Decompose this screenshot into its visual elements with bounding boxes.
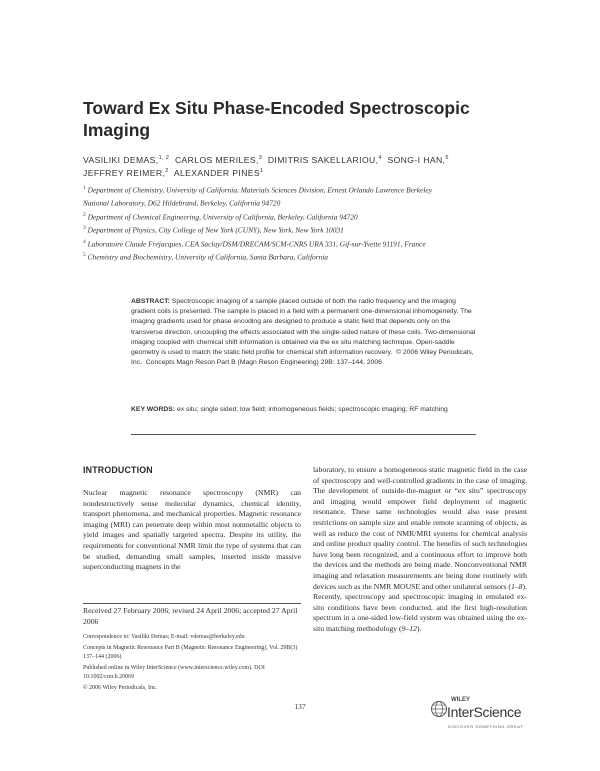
intro-text: ). bbox=[416, 623, 422, 633]
author-name: SONG-I HAN, bbox=[387, 154, 446, 165]
author-name: DIMITRIS SAKELLARIOU, bbox=[267, 154, 379, 165]
affiliation-item bbox=[83, 223, 528, 236]
logo-tagline: DISCOVER SOMETHING GREAT bbox=[448, 724, 524, 729]
affiliation-number: 4 bbox=[83, 238, 86, 245]
affiliation-number: 2 bbox=[83, 211, 86, 218]
intro-left-column: Nuclear magnetic resonance spectroscopy (NMR) can nondestructively sense molecular dynamics, chemical identity, transport phenomena, and mechanical properties. Magnetic resonance imaging (MRI) can penetrate deep within most nonmetallic objects to yield images and spatially targeted spectra. Despite its utility, the requirements for conventional NMR limit the type of systems that can be studied, demanding small samples, inserted inside massive superconducting magnets in the bbox=[83, 488, 301, 572]
affiliation-item bbox=[83, 210, 528, 223]
author-affil-ref: 4 bbox=[378, 155, 382, 161]
page-number: 137 bbox=[294, 702, 306, 711]
author-affil-ref: 1 bbox=[260, 168, 264, 175]
affiliation-text: Department of Chemical Engineering, University of California, Berkeley, California 94720 bbox=[87, 212, 358, 222]
author-name: JEFFREY REIMER, bbox=[83, 168, 166, 179]
interscience-logo bbox=[430, 697, 530, 741]
keywords-text: ex situ; single sided; low field; inhomogeneous fields; spectroscopic imaging; RF matching bbox=[176, 406, 448, 413]
article-title: Toward Ex Situ Phase-Encoded Spectroscopic Imaging bbox=[83, 98, 470, 140]
author-line-2 bbox=[83, 166, 523, 179]
affiliation-text: Department of Physics, City College of New York (CUNY), New York, New York 10031 bbox=[87, 225, 344, 235]
author-name: ALEXANDER PINES bbox=[173, 168, 261, 179]
author-name: CARLOS MERILES, bbox=[174, 154, 259, 165]
author-affil-ref: 2 bbox=[165, 168, 169, 175]
abstract-copyright: © 2006 Wiley Periodicals, Inc. bbox=[131, 349, 474, 367]
abstract-text: Spectroscopic imaging of a sample placed outside of both the radio frequency and the imaging gradient coils is presented. The sample is placed in a field with a permanent one-dimensional inhomogeneity. The imaging gradients used for phase encoding are designed to produce a static field that depends only on the transverse direction, uncoupling the effects associated with the single-sided nature of these coils. Two-dimensional imaging coupled with chemical shift information is obtained via the ex situ matching technique. Open-saddle geometry is used to match the static field profile for chemical shift information recovery. bbox=[131, 298, 476, 357]
logo-wiley-text: WILEY bbox=[451, 697, 470, 703]
section-heading: INTRODUCTION bbox=[83, 465, 153, 475]
affiliation-number: 3 bbox=[83, 225, 86, 232]
abstract-citation: Concepts Magn Reson Part B (Magn Reson Engineering) 29B: 137–144, 2006 bbox=[145, 359, 382, 367]
keywords bbox=[131, 405, 476, 415]
correspondence-note: Correspondence to: Vasiliki Demas; E-mail: vdemas@berkeley.edu bbox=[83, 634, 245, 640]
affiliation-text: National Laboratory, D62 Hildebrand, Berkeley, California 94720 bbox=[83, 198, 281, 208]
affiliation-text: Chemistry and Biochemistry, University of California, Santa Barbara, California bbox=[87, 252, 329, 262]
affiliation-text: Laboratoire Claude Fréjacques, CEA Saclay/DSM/DRECAM/SCM-CNRS URA 331, Gif-sur-Yvette 91191, France bbox=[87, 238, 426, 248]
author-affil-ref: 1, 2 bbox=[158, 155, 170, 161]
affiliation-item bbox=[83, 183, 528, 196]
author-affil-ref: 5 bbox=[445, 155, 449, 161]
logo-name-text: InterScience bbox=[447, 704, 522, 720]
citation-ref: 9–12 bbox=[401, 623, 417, 633]
abstract bbox=[131, 297, 476, 368]
wiley-globe-icon bbox=[430, 700, 448, 718]
footnote-divider bbox=[83, 603, 301, 604]
abstract-divider bbox=[131, 434, 476, 435]
footnotes bbox=[83, 633, 301, 695]
affiliation-item bbox=[83, 250, 528, 263]
affiliation-item bbox=[83, 196, 528, 209]
author-line-1 bbox=[83, 153, 523, 166]
published-note: Published online in Wiley InterScience (www.interscience.wiley.com). DOI 10.1002/cmr.b.20069 bbox=[83, 665, 265, 680]
affiliation-text: Department of Chemistry, University of California, Materials Sciences Division, Ernest Orlando Lawrence Berkeley bbox=[87, 185, 432, 195]
affiliation-item bbox=[83, 237, 528, 250]
intro-text: laboratory, to ensure a homogeneous static magnetic field in the case of spectroscopy and well-controlled gradients in the case of imaging. The development of outside-the-magnet or “ex situ” spectroscopy and imaging would empower field deployment of magnetic resonance. These same technologies would also ease present restrictions on sample size and enable remote scanning of objects, as well as reduce the cost of NMR/MRI systems for chemical analysis and online product quality control. The benefits of such technologies have long been recognized, and a continuous effort to improve both the devices and the methods are being made. Nonconventional NMR imaging and relaxation measurements are being done routinely with devices such as the NMR MOUSE and other unilateral sensors ( bbox=[313, 465, 527, 591]
author-name: VASILIKI DEMAS, bbox=[83, 154, 159, 165]
keywords-label: KEY WORDS: bbox=[131, 406, 176, 413]
citation-ref: 1–8 bbox=[510, 581, 523, 591]
intro-text: ). Recently, spectroscopy and spectroscopic imaging in emulated ex-situ conditions have been conducted, and the first high-resolution spectrum in a one-sided low-field system was obtained using the ex-situ matching methodology ( bbox=[313, 581, 527, 633]
abstract-label: ABSTRACT: bbox=[131, 298, 170, 305]
copyright-note: © 2006 Wiley Periodicals, Inc. bbox=[83, 685, 158, 692]
received-dates: Received 27 February 2006; revised 24 April 2006; accepted 27 April 2006 bbox=[83, 606, 298, 626]
author-list bbox=[83, 153, 523, 180]
affiliation-list bbox=[83, 183, 528, 263]
affiliation-number: 1 bbox=[83, 185, 86, 191]
author-affil-ref: 3 bbox=[258, 155, 263, 161]
intro-right-column bbox=[313, 465, 527, 635]
affiliation-number: 5 bbox=[83, 251, 86, 258]
journal-note: Concepts in Magnetic Resonance Part B (Magnetic Resonance Engineering), Vol. 29B(3) 137–144 (2006) bbox=[83, 645, 298, 660]
